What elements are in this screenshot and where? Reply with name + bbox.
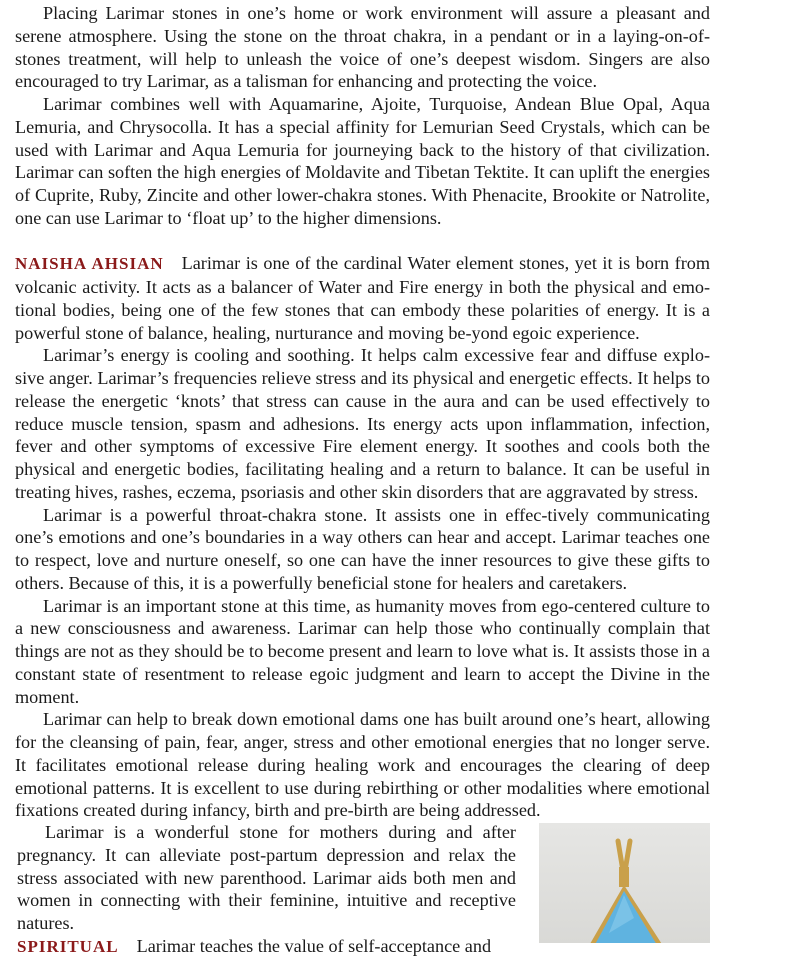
paragraph: Placing Larimar stones in one’s home or work environment will assure a pleasant and serene atmosphere. Using the stone on the throat chakra, in a pendant or in a laying-on-of-stones treatment, will help to unleash the voice of one’s deepest wisdom. Singers are also encouraged to try Larimar, as a talisman for enhancing and protecting the voice.: [15, 3, 710, 92]
paragraph: Larimar combines well with Aquamarine, Ajoite, Turquoise, Andean Blue Opal, Aqua Lemuria, and Chrysocolla. It has a special affinity for Lemurian Seed Crystals, which can be used with Larimar and Aqua Lemuria for journeying back to the history of that civilization. Larimar can soften the high energies of Moldavite and Tibetan Tektite. It can uplift the energies of Cuprite, Ruby, Zincite and other lower-chakra stones. With Phenacite, Brookite or Natrolite, one can use Larimar to ‘float up’ to the higher dimensions.: [15, 94, 710, 228]
paragraph: Larimar is an important stone at this time, as humanity moves from ego-centered culture to a new consciousness and awareness. Larimar can help those who continually complain that things are not as they should be to become present and learn to love what is. It assists those in a constant state of resentment to release egoic judgment and learn to accept the Divine in the moment.: [15, 595, 710, 707]
author-heading: NAISHA AHSIAN: [15, 254, 164, 274]
paragraph: Larimar’s energy is cooling and soothing. It helps calm excessive fear and diffuse explosive anger. Larimar’s frequencies relieve stress and its physical and energetic effects. It helps to release the energetic ‘knots’ that stress can cause in the aura and can be used effectively to reduce muscle tension, spasm and adhesions. Its energy acts upon inflammation, infection, fever and other symptoms of excessive Fire element energy. It soothes and cools both the physical and energetic bodies, facilitating healing and a return to balance. It can be useful in treating hives, rashes, eczema, psoriasis and other skin disorders that are aggravated by stress.: [15, 345, 710, 502]
lower-text: [17, 821, 516, 959]
paragraph: NAISHA AHSIAN Larimar is one of the cardinal Water element stones, yet it is born from volcanic activity. It acts as a balancer of Water and Fire energy in both the physical and emotional bodies, being one of the few stones that can embody these polarities of energy. It is a powerful stone of balance, healing, nurturance and moving be-yond egoic experience.: [15, 253, 710, 343]
spiritual-heading: SPIRITUAL: [17, 936, 119, 956]
paragraph: Larimar can help to break down emotional dams one has built around one’s heart, allowing for the cleansing of pain, fear, anger, stress and other emotional energies that no longer serve. It facilitates emotional release during healing work and encourages the clearing of deep emotional patterns. It is excellent to use during rebirthing or other modalities where emotional fixations created during infancy, birth and pre-birth are being addressed.: [15, 709, 710, 821]
pendant-icon: [539, 823, 710, 943]
text-column: [15, 2, 710, 822]
larimar-pendant-photo: [539, 823, 710, 943]
paragraph: SPIRITUAL Larimar teaches the value of self-acceptance and: [17, 935, 492, 956]
paragraph: Larimar is a powerful throat-chakra stone. It assists one in effec-tively communicating one’s emotions and one’s boundaries in a way others can hear and accept. Larimar teaches one to respect, love and nurture oneself, so one can have the inner resources to give these gifts to others. Because of this, it is a powerfully beneficial stone for healers and caretakers.: [15, 504, 710, 593]
paragraph: Larimar is a wonderful stone for mothers during and after pregnancy. It can alleviate post-partum depression and relax the stress associated with new parenthood. Larimar aids both men and women in connecting with their feminine, intuitive and receptive natures.: [17, 822, 516, 933]
